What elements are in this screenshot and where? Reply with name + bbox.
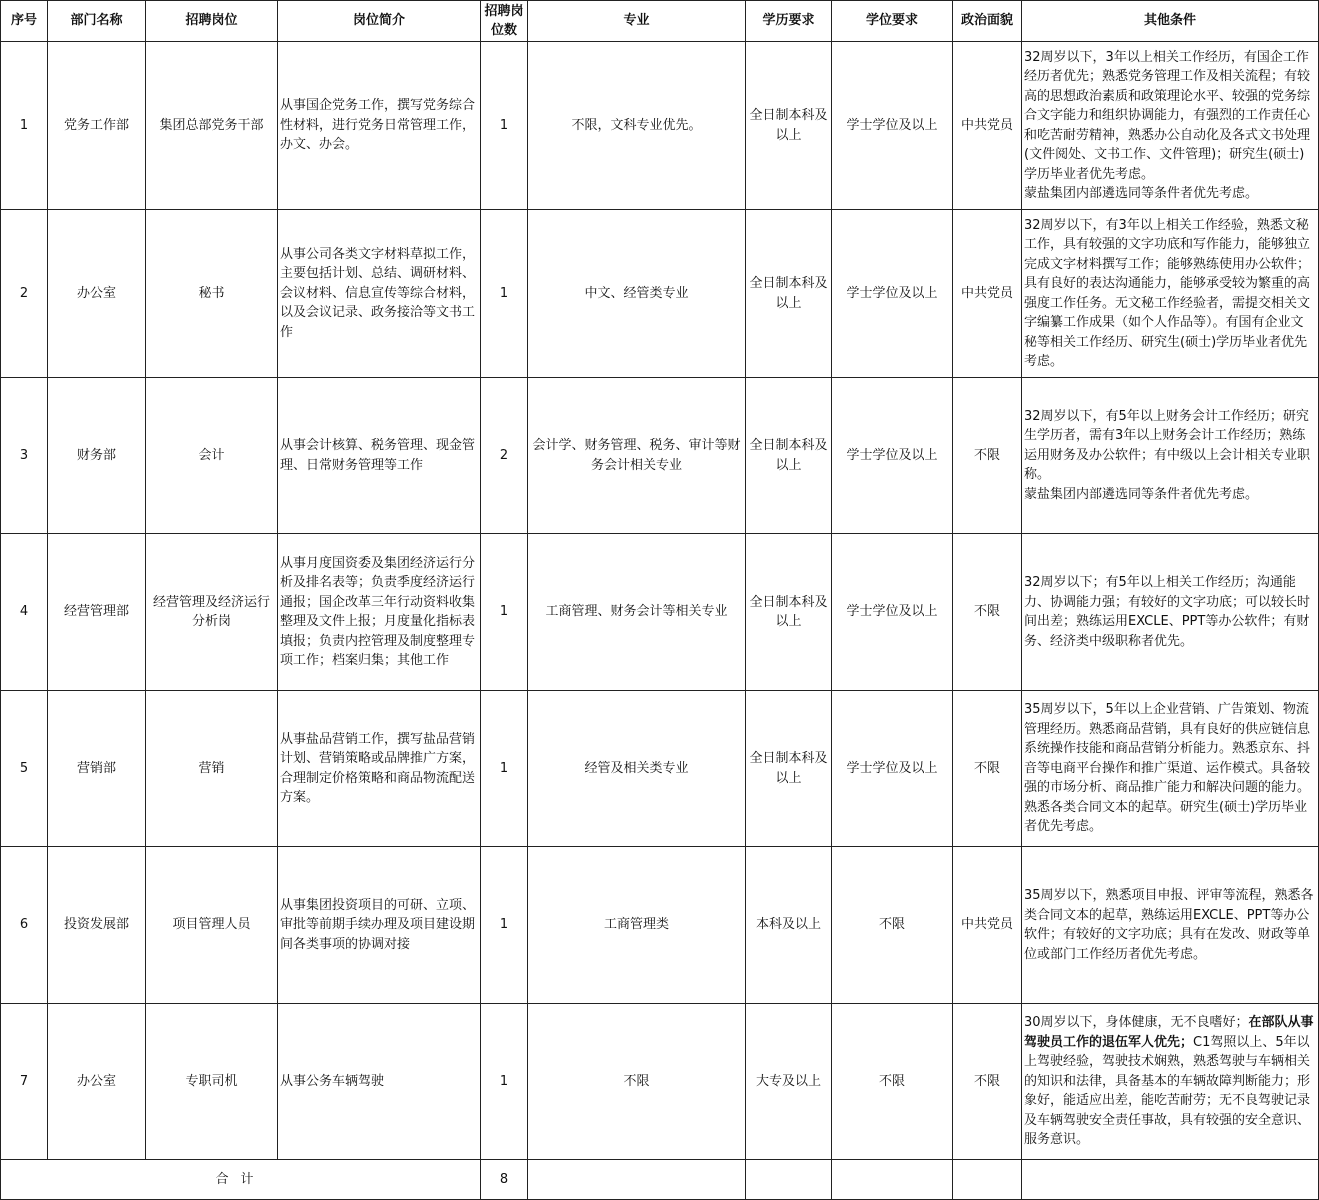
cell-edu: 全日制本科及以上 bbox=[746, 378, 832, 534]
empty-cell bbox=[832, 1160, 953, 1200]
cell-edu: 大专及以上 bbox=[746, 1004, 832, 1160]
cell-politics: 中共党员 bbox=[953, 42, 1022, 210]
cell-degree: 学士学位及以上 bbox=[832, 42, 953, 210]
cell-politics: 不限 bbox=[953, 691, 1022, 847]
cell-degree: 学士学位及以上 bbox=[832, 534, 953, 691]
total-count: 8 bbox=[481, 1160, 528, 1200]
cell-no: 5 bbox=[1, 691, 48, 847]
cell-edu: 全日制本科及以上 bbox=[746, 534, 832, 691]
cell-dept: 党务工作部 bbox=[48, 42, 146, 210]
cell-major: 中文、经管类专业 bbox=[528, 210, 746, 378]
cell-post: 营销 bbox=[146, 691, 278, 847]
cell-post: 会计 bbox=[146, 378, 278, 534]
cell-post: 集团总部党务干部 bbox=[146, 42, 278, 210]
cell-no: 2 bbox=[1, 210, 48, 378]
cell-count: 1 bbox=[481, 1004, 528, 1160]
other-text: 30周岁以下，身体健康，无不良嗜好； bbox=[1024, 1015, 1249, 1031]
cell-other: 35周岁以下，熟悉项目申报、评审等流程，熟悉各类合同文本的起草，熟练运用EXCLE、PPT等办公软件；有较好的文字功底；具有在发改、财政等单位或部门工作经历者优先考虑。 bbox=[1022, 847, 1319, 1004]
other-text-rest: C1驾照以上、5年以上驾驶经验，驾驶技术娴熟，熟悉驾驶与车辆相关的知识和法律，具备基本的车辆故障判断能力；形象好，能适应出差，能吃苦耐劳；无不良驾驶记录及车辆驾驶安全责任事故，具有较强的安全意识、服务意识。 bbox=[1024, 1034, 1311, 1148]
cell-count: 1 bbox=[481, 210, 528, 378]
cell-post: 秘书 bbox=[146, 210, 278, 378]
cell-politics: 中共党员 bbox=[953, 847, 1022, 1004]
empty-cell bbox=[528, 1160, 746, 1200]
cell-degree: 不限 bbox=[832, 847, 953, 1004]
empty-cell bbox=[746, 1160, 832, 1200]
cell-edu: 本科及以上 bbox=[746, 847, 832, 1004]
cell-other bbox=[1022, 42, 1319, 210]
header-intro: 岗位简介 bbox=[278, 1, 481, 42]
table-row bbox=[1, 210, 1319, 378]
other-priority: 在部队从事驾驶员工作的退伍军人优先； bbox=[1024, 1015, 1314, 1050]
cell-degree: 学士学位及以上 bbox=[832, 691, 953, 847]
cell-post: 项目管理人员 bbox=[146, 847, 278, 1004]
cell-count: 1 bbox=[481, 847, 528, 1004]
cell-intro: 从事公务车辆驾驶 bbox=[278, 1004, 481, 1160]
cell-no: 1 bbox=[1, 42, 48, 210]
cell-count: 2 bbox=[481, 378, 528, 534]
cell-count: 1 bbox=[481, 42, 528, 210]
header-no: 序号 bbox=[1, 1, 48, 42]
cell-major: 不限 bbox=[528, 1004, 746, 1160]
header-degree: 学位要求 bbox=[832, 1, 953, 42]
cell-no: 6 bbox=[1, 847, 48, 1004]
cell-major: 工商管理、财务会计等相关专业 bbox=[528, 534, 746, 691]
cell-major: 工商管理类 bbox=[528, 847, 746, 1004]
cell-other bbox=[1022, 1004, 1319, 1160]
table-row bbox=[1, 691, 1319, 847]
cell-dept: 投资发展部 bbox=[48, 847, 146, 1004]
header-dept: 部门名称 bbox=[48, 1, 146, 42]
empty-cell bbox=[953, 1160, 1022, 1200]
header-post: 招聘岗位 bbox=[146, 1, 278, 42]
cell-degree: 学士学位及以上 bbox=[832, 210, 953, 378]
cell-major: 会计学、财务管理、税务、审计等财务会计相关专业 bbox=[528, 378, 746, 534]
other-note: 蒙盐集团内部遴选同等条件者优先考虑。 bbox=[1024, 186, 1259, 201]
cell-no: 3 bbox=[1, 378, 48, 534]
table-row bbox=[1, 42, 1319, 210]
cell-no: 7 bbox=[1, 1004, 48, 1160]
cell-count: 1 bbox=[481, 534, 528, 691]
cell-no: 4 bbox=[1, 534, 48, 691]
cell-politics: 不限 bbox=[953, 378, 1022, 534]
cell-intro: 从事会计核算、税务管理、现金管理、日常财务管理等工作 bbox=[278, 378, 481, 534]
cell-other: 32周岁以下，有3年以上相关工作经验，熟悉文秘工作，具有较强的文字功底和写作能力，能够独立完成文字材料撰写工作；能够熟练使用办公软件；具有良好的表达沟通能力，能够承受较为繁重的高强度工作任务。无文秘工作经验者，需提交相关文字编纂工作成果（如个人作品等）。有国有企业文秘等相关工作经历、研究生(硕士)学历毕业者优先考虑。 bbox=[1022, 210, 1319, 378]
table-row bbox=[1, 847, 1319, 1004]
header-count: 招聘岗位数 bbox=[481, 1, 528, 42]
cell-post: 经营管理及经济运行分析岗 bbox=[146, 534, 278, 691]
cell-degree: 学士学位及以上 bbox=[832, 378, 953, 534]
cell-major: 不限，文科专业优先。 bbox=[528, 42, 746, 210]
other-note: 蒙盐集团内部遴选同等条件者优先考虑。 bbox=[1024, 486, 1259, 502]
table-row bbox=[1, 534, 1319, 691]
cell-politics: 中共党员 bbox=[953, 210, 1022, 378]
table-row bbox=[1, 1004, 1319, 1160]
cell-edu: 全日制本科及以上 bbox=[746, 42, 832, 210]
header-edu: 学历要求 bbox=[746, 1, 832, 42]
cell-dept: 财务部 bbox=[48, 378, 146, 534]
cell-intro: 从事月度国资委及集团经济运行分析及排名表等；负责季度经济运行通报；国企改革三年行动资料收集整理及文件上报；月度量化指标表填报；负责内控管理及制度整理专项工作；档案归集；其他工作 bbox=[278, 534, 481, 691]
header-major: 专业 bbox=[528, 1, 746, 42]
header-politics: 政治面貌 bbox=[953, 1, 1022, 42]
cell-other: 32周岁以下；有5年以上相关工作经历；沟通能力、协调能力强；有较好的文字功底；可以较长时间出差；熟练运用EXCLE、PPT等办公软件；有财务、经济类中级职称者优先。 bbox=[1022, 534, 1319, 691]
table-row bbox=[1, 378, 1319, 534]
cell-politics: 不限 bbox=[953, 1004, 1022, 1160]
cell-other bbox=[1022, 378, 1319, 534]
cell-dept: 营销部 bbox=[48, 691, 146, 847]
cell-dept: 办公室 bbox=[48, 1004, 146, 1160]
cell-dept: 办公室 bbox=[48, 210, 146, 378]
other-text: 32周岁以下，3年以上相关工作经历，有国企工作经历者优先；熟悉党务管理工作及相关流程；有较高的思想政治素质和政策理论水平、较强的党务综合文字能力和组织协调能力，有强烈的工作责任心和吃苦耐劳精神，熟悉办公自动化及各式文书处理(文件阅处、文书工作、文件管理)；研究生(硕士)学历毕业者优先考虑。 bbox=[1024, 49, 1311, 182]
cell-dept: 经营管理部 bbox=[48, 534, 146, 691]
cell-intro: 从事公司各类文字材料草拟工作，主要包括计划、总结、调研材料、会议材料、信息宣传等综合材料，以及会议记录、政务接洽等文书工作 bbox=[278, 210, 481, 378]
cell-intro: 从事盐品营销工作，撰写盐品营销计划、营销策略或品牌推广方案，合理制定价格策略和商品物流配送方案。 bbox=[278, 691, 481, 847]
cell-degree: 不限 bbox=[832, 1004, 953, 1160]
cell-count: 1 bbox=[481, 691, 528, 847]
cell-intro: 从事集团投资项目的可研、立项、审批等前期手续办理及项目建设期间各类事项的协调对接 bbox=[278, 847, 481, 1004]
cell-politics: 不限 bbox=[953, 534, 1022, 691]
cell-major: 经管及相关类专业 bbox=[528, 691, 746, 847]
header-other: 其他条件 bbox=[1022, 1, 1319, 42]
total-row bbox=[1, 1160, 1319, 1200]
cell-edu: 全日制本科及以上 bbox=[746, 691, 832, 847]
other-text: 32周岁以下，有5年以上财务会计工作经历；研究生学历者，需有3年以上财务会计工作经历；熟练运用财务及办公软件；有中级以上会计相关专业职称。 bbox=[1024, 408, 1311, 483]
header-row bbox=[1, 1, 1319, 42]
empty-cell bbox=[1022, 1160, 1319, 1200]
cell-other: 35周岁以下，5年以上企业营销、广告策划、物流管理经历。熟悉商品营销，具有良好的供应链信息系统操作技能和商品营销分析能力。熟悉京东、抖音等电商平台操作和推广渠道、运作模式。具备较强的市场分析、商品推广能力和解决问题的能力。熟悉各类合同文本的起草。研究生(硕士)学历毕业者优先考虑。 bbox=[1022, 691, 1319, 847]
cell-intro: 从事国企党务工作，撰写党务综合性材料，进行党务日常管理工作，办文、办会。 bbox=[278, 42, 481, 210]
cell-post: 专职司机 bbox=[146, 1004, 278, 1160]
total-label: 合计 bbox=[1, 1160, 481, 1200]
cell-edu: 全日制本科及以上 bbox=[746, 210, 832, 378]
